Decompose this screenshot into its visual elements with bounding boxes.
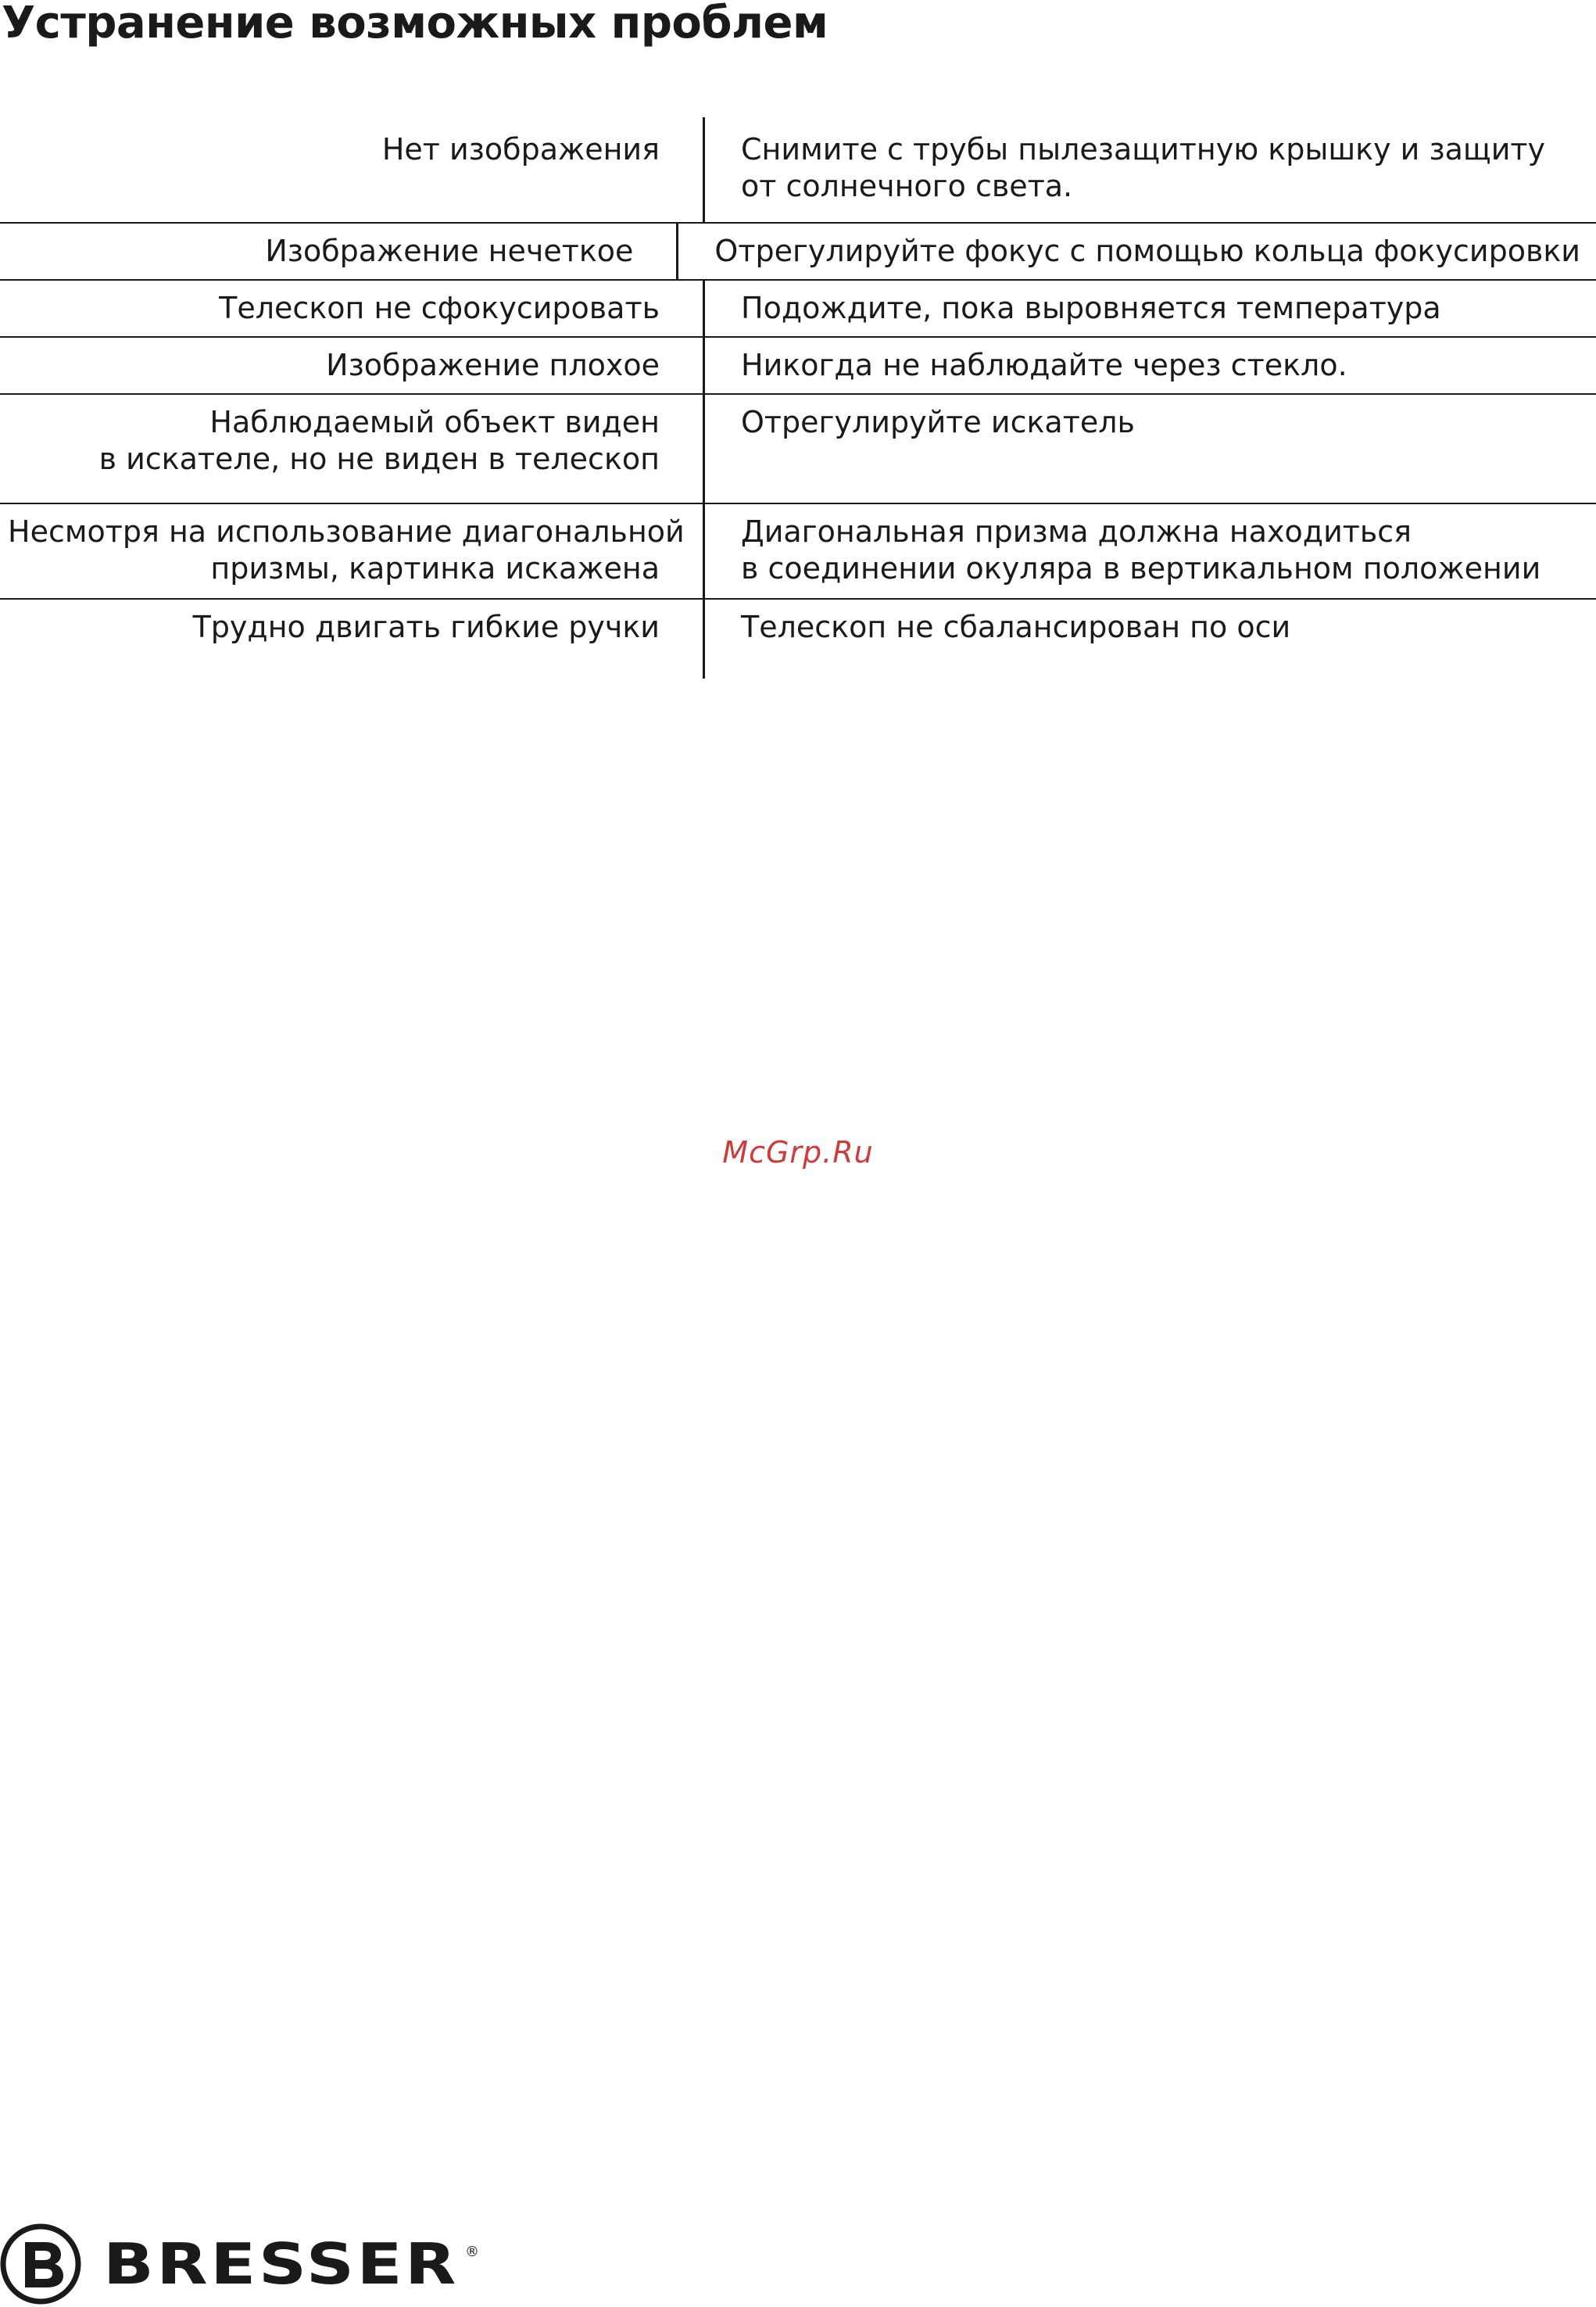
problem-text: Трудно двигать гибкие ручки — [192, 610, 660, 644]
solution-cell — [705, 504, 1596, 598]
watermark: McGrp.Ru — [722, 1135, 874, 1170]
solution-cell — [705, 281, 1596, 336]
problem-cell — [0, 600, 705, 679]
bresser-b-logo-icon — [0, 2223, 81, 2305]
solution-cell — [705, 395, 1596, 503]
problem-cell — [0, 395, 705, 503]
table-row — [0, 504, 1596, 600]
problem-text: Несмотря на использование диагональной — [8, 514, 685, 549]
problem-cell — [0, 117, 705, 222]
brand-name: BRESSER — [103, 2231, 460, 2297]
problem-text: Изображение плохое — [326, 348, 660, 382]
table-row — [0, 395, 1596, 504]
problem-text: в искателе, но не виден в телескоп — [98, 442, 660, 476]
solution-text: Диагональная призма должна находиться — [741, 514, 1412, 549]
problem-cell — [0, 338, 705, 393]
solution-cell — [705, 600, 1596, 679]
problem-text: Изображение нечеткое — [265, 234, 634, 268]
solution-cell — [705, 117, 1596, 222]
problem-text: призмы, картинка искажена — [210, 551, 660, 586]
solution-text: Телескоп не сбалансирован по оси — [741, 610, 1291, 644]
solution-text: Никогда не наблюдайте через стекло. — [741, 348, 1347, 382]
problem-cell — [0, 224, 678, 279]
registered-mark: ® — [465, 2244, 479, 2260]
table-row — [0, 281, 1596, 338]
table-row — [0, 224, 1596, 281]
solution-text: Подождите, пока выровняется температура — [741, 291, 1441, 325]
troubleshooting-table — [0, 117, 1596, 679]
problem-text: Нет изображения — [381, 132, 660, 167]
solution-text: от солнечного света. — [741, 169, 1073, 203]
brand-logo — [0, 2222, 479, 2306]
solution-text: в соединении окуляра в вертикальном положении — [741, 551, 1541, 586]
problem-cell — [0, 281, 705, 336]
solution-text: Отрегулируйте искатель — [741, 405, 1135, 439]
problem-text: Телескоп не сфокусировать — [219, 291, 660, 325]
table-row — [0, 338, 1596, 395]
problem-cell — [0, 504, 705, 598]
solution-cell — [678, 224, 1596, 279]
solution-text: Снимите с трубы пылезащитную крышку и защиту — [741, 132, 1546, 167]
solution-cell — [705, 338, 1596, 393]
problem-text: Наблюдаемый объект виден — [209, 405, 660, 439]
table-row — [0, 117, 1596, 224]
page-title: Устранение возможных проблем — [2, 0, 828, 48]
solution-text: Отрегулируйте фокус с помощью кольца фокусировки — [714, 234, 1580, 268]
table-row — [0, 600, 1596, 679]
